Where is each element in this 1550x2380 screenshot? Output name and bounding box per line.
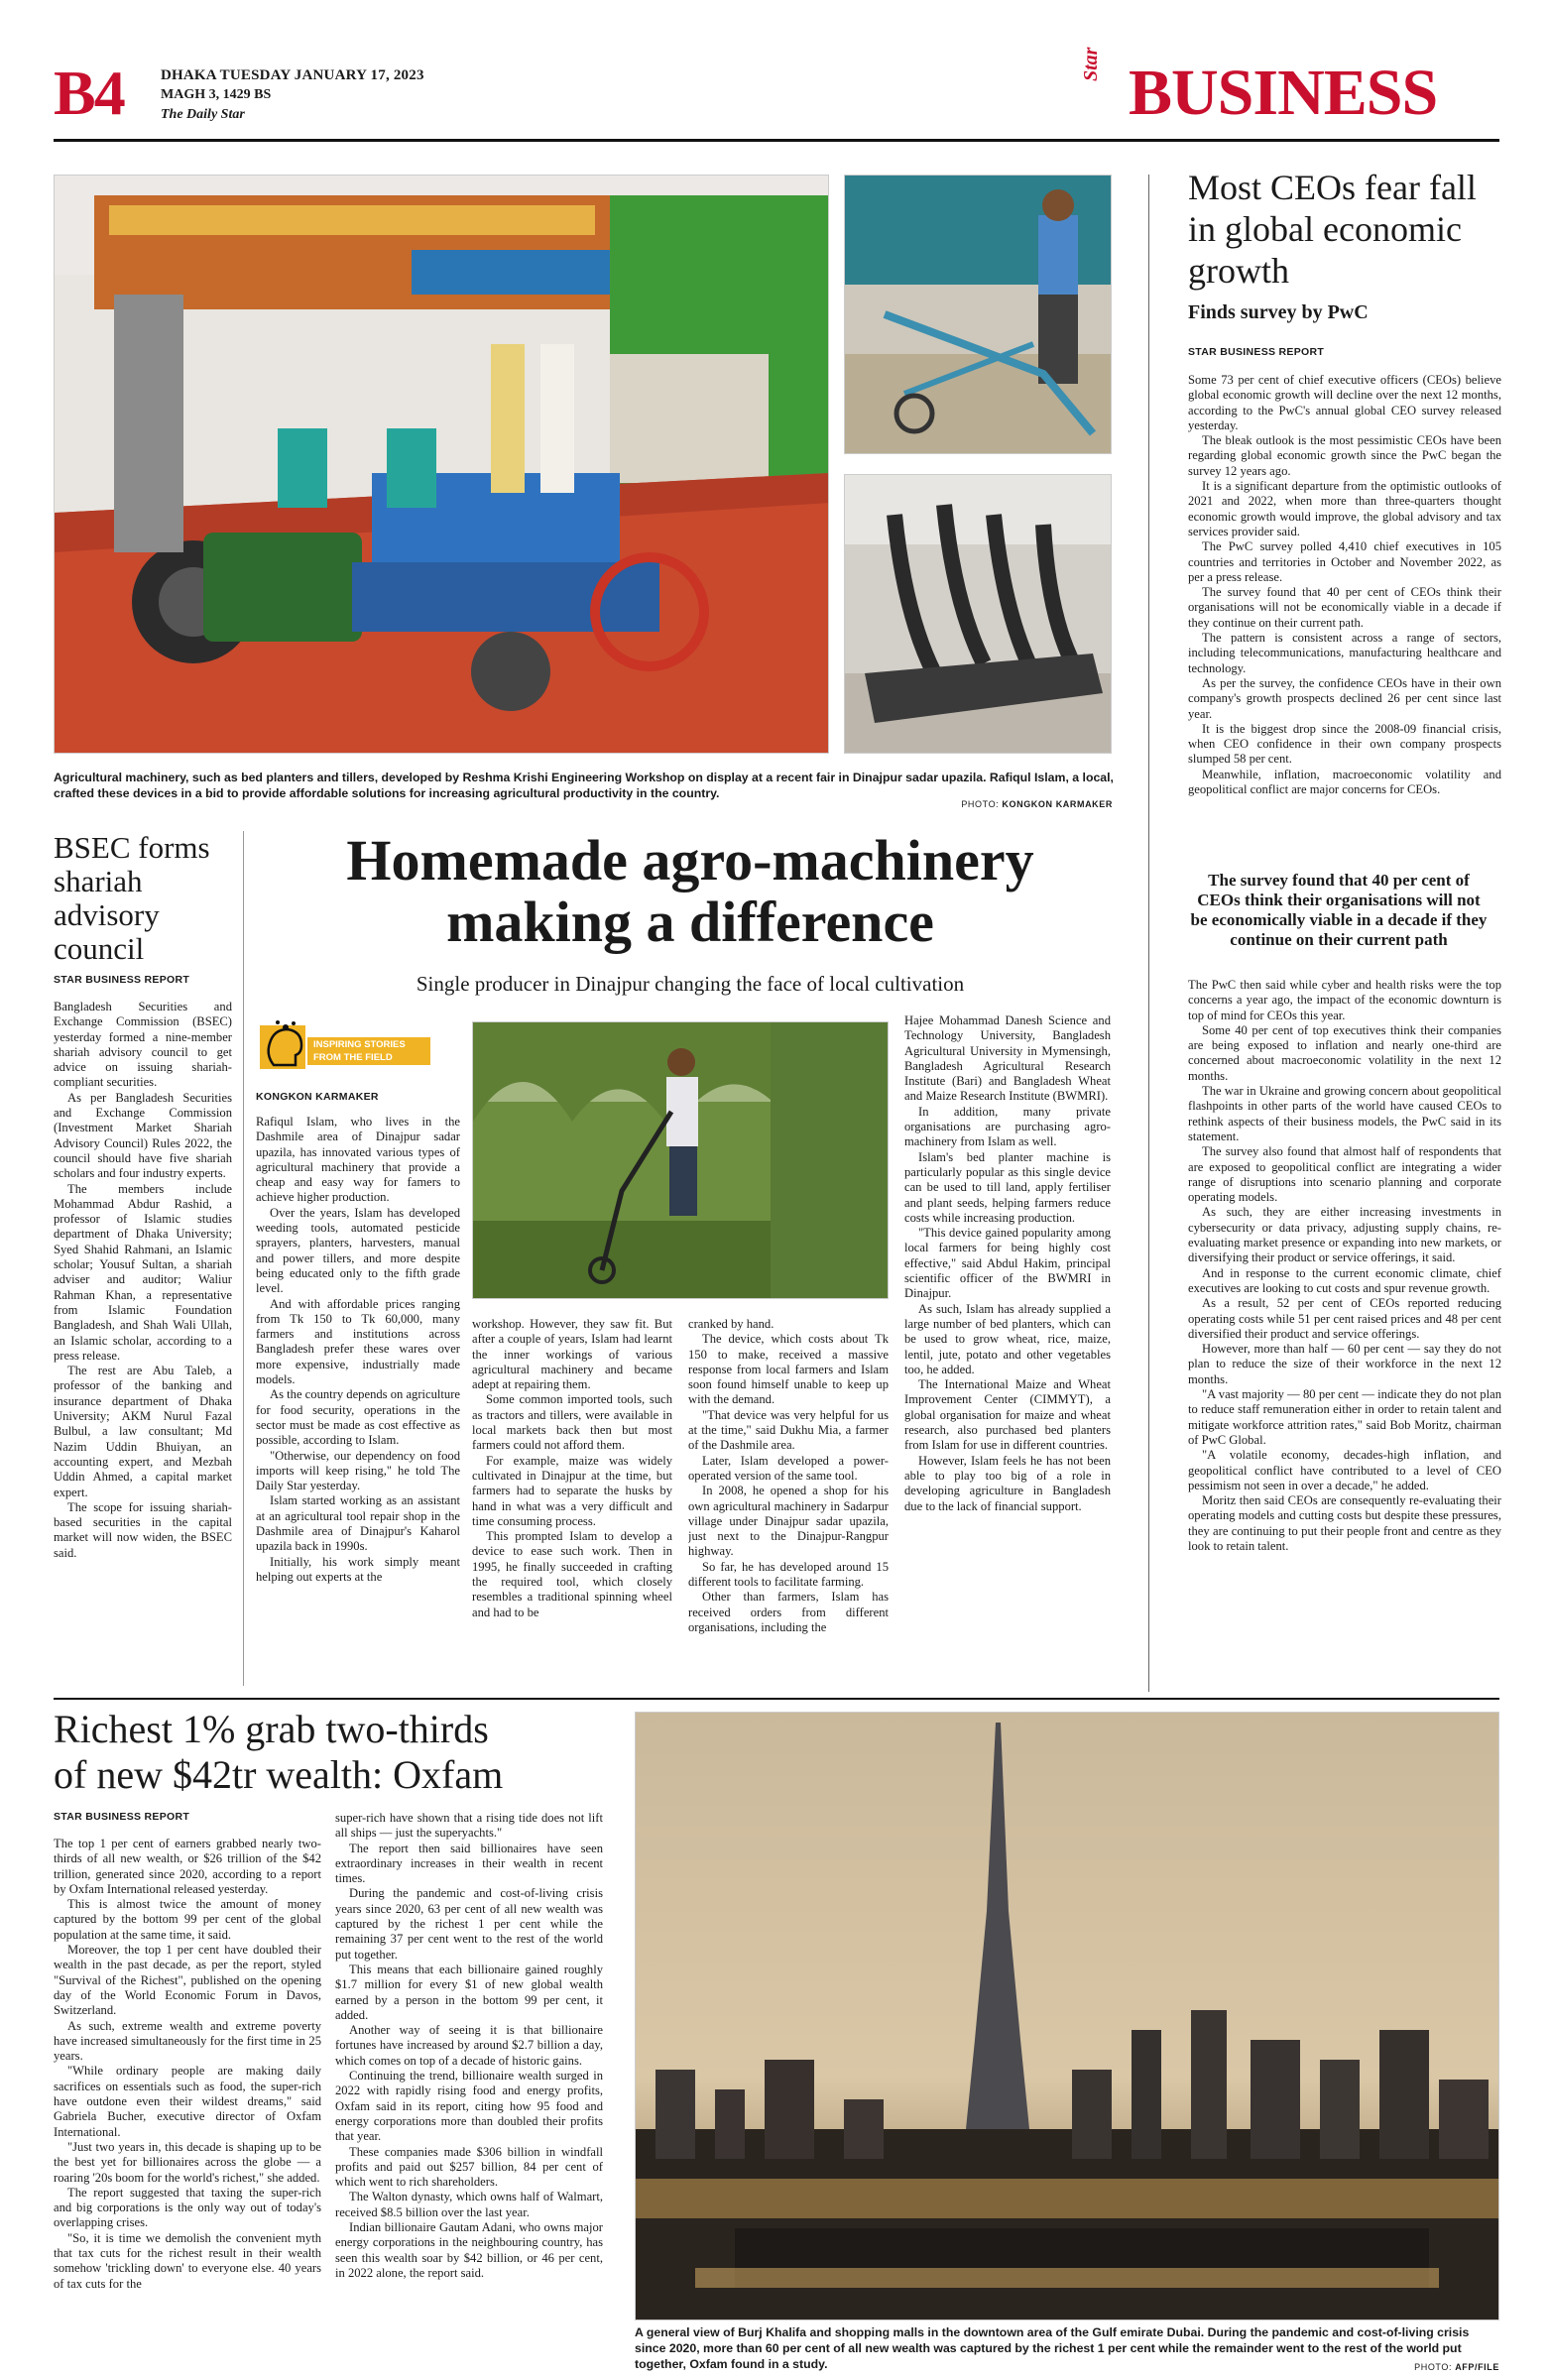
farmer-planter-photo bbox=[844, 175, 1112, 454]
bsec-byline: STAR BUSINESS REPORT bbox=[54, 974, 190, 986]
tag-line2: FROM THE FIELD bbox=[313, 1052, 393, 1063]
paragraph: The pattern is consistent across a range of sectors, including telecommunications, manufacturing healthcare and technology. bbox=[1188, 631, 1501, 675]
paragraph: In 2008, he opened a shop for his own agricultural machinery in Sadarpur village under Dinajpur sadar upazila, just next to the Dinajpur-Rangpur highway. bbox=[688, 1484, 889, 1559]
paragraph: It is a significant departure from the optimistic outlooks of 2021 and 2022, when more than three-quarters thought economic growth would improve, the global advisory and tax services provider said. bbox=[1188, 479, 1501, 538]
burj-photo-caption: A general view of Burj Khalifa and shopping malls in the downtown area of the Gulf emirate Dubai. During the pandemic and cost-of-living crisis since 2020, more than 60 per cent of all new wealth was captured by the richest 1 per cent while the remainder went to the rest of the world put together, Oxfam found in a study. bbox=[635, 2325, 1470, 2371]
tag-banner bbox=[307, 1037, 430, 1065]
paragraph: The device, which costs about Tk 150 to make, received a massive response from local farmers and Islam soon found himself unable to keep up with the demand. bbox=[688, 1332, 889, 1407]
credit-name: KONGKON KARMAKER bbox=[1002, 799, 1113, 809]
inspiring-stories-tag bbox=[256, 1015, 454, 1073]
agro-col2 bbox=[472, 1317, 672, 1686]
paragraph: Islam's bed planter machine is particularly popular as this single device can be used to till land, apply fertiliser and plant seeds, helping farmers reduce costs while increasing production. bbox=[904, 1149, 1111, 1225]
paragraph: Hajee Mohammad Danesh Science and Technology University, Bangladesh Agricultural University in Mymensingh, Bangladesh Agricultural Research Institute (Bari) and Bangladesh Wheat and Maize Research Institute (BWMRI). bbox=[904, 1013, 1111, 1104]
paragraph: The report suggested that taxing the super-rich and big corporations is the only way out of today's overlapping crises. bbox=[54, 2185, 321, 2230]
paragraph: As such, Islam has already supplied a large number of bed planters, which can be used to grow wheat, rice, maize, lentil, jute, potato and other vegetables too, he added. bbox=[904, 1301, 1111, 1376]
agro-subhead: Single producer in Dinajpur changing the face of local cultivation bbox=[416, 972, 965, 996]
paragraph: "A vast majority — 80 per cent — indicate they do not plan to reduce staff remuneration either in order to retain talent and mitigate workforce attrition rates," said Bob Moritz, chairman of PwC Global. bbox=[1188, 1387, 1501, 1447]
credit-name: AFP/FILE bbox=[1455, 2362, 1499, 2372]
paragraph: Over the years, Islam has developed weeding tools, automated pesticide sprayers, planters, harvesters, manual and power tillers, and more despite being educated only to the fifth grade level. bbox=[256, 1205, 460, 1296]
machinery-photo-credit bbox=[853, 799, 1113, 809]
paragraph: As a result, 52 per cent of CEOs reported reducing operating costs while 51 per cent raised prices and 48 per cent diversified their product and service offerings. bbox=[1188, 1296, 1501, 1341]
paragraph: Islam started working as an assistant at an agricultural tool repair shop in the Dashmile area of Dinajpur's Kaharol upazila back in 1990s. bbox=[256, 1493, 460, 1554]
paragraph: cranked by hand. bbox=[688, 1317, 775, 1331]
paragraph: "Just two years in, this decade is shaping up to be the best yet for billionaires across the globe — a roaring '20s boom for the world's richest," she added. bbox=[54, 2139, 321, 2185]
burj-photo-credit bbox=[1301, 2362, 1499, 2372]
paragraph: Initially, his work simply meant helping out experts at the bbox=[256, 1554, 460, 1584]
paragraph: "While ordinary people are making daily sacrifices on essentials such as food, the super-rich have outdone even their wildest dreams," said Gabriela Bucher, executive director of Oxfam International. bbox=[54, 2064, 321, 2139]
paragraph: It is the biggest drop since the 2008-09 financial crisis, when CEO confidence in their own company prospects slumped 58 per cent. bbox=[1188, 721, 1501, 767]
paragraph: The Walton dynasty, which owns half of Walmart, received $8.5 billion over the last year. bbox=[335, 2190, 603, 2219]
paragraph: "A volatile economy, decades-high inflation, and geopolitical conflict have contributed to a level of CEO pessimism not seen in over a decade," he added. bbox=[1188, 1448, 1501, 1492]
paragraph: "So, it is time we demolish the convenient myth that tax cuts for the richest result in their wealth somehow 'trickling down' to everyone else. 40 years of tax cuts for the bbox=[54, 2230, 321, 2291]
bsec-right-rule bbox=[243, 831, 244, 1686]
ceos-headline: Most CEOs fear fall in global economic growth bbox=[1188, 168, 1477, 291]
ceos-left-rule bbox=[1148, 175, 1149, 1692]
oxfam-col2 bbox=[335, 1811, 603, 2368]
paragraph: The International Maize and Wheat Improvement Center (CIMMYT), a global organisation for maize and wheat research, also purchased bed planters from Islam for use in different countries. bbox=[904, 1377, 1111, 1453]
bsec-body bbox=[54, 1000, 232, 1687]
machinery-photo-caption: Agricultural machinery, such as bed planters and tillers, developed by Reshma Krishi Engineering Workshop on display at a recent fair in Dinajpur sadar upazila. Rafiqul Islam, a local, crafted these devices in a bid to provide affordable solutions for increasing agricultural productivity in the country. bbox=[54, 771, 1114, 800]
paragraph: super-rich have shown that a rising tide does not lift all ships — just the superyachts." bbox=[335, 1811, 603, 1841]
paragraph: Moreover, the top 1 per cent have doubled their wealth in the past decade, as per the report, styled "Survival of the Richest", published on the opening day of the World Economic Forum in Davos, Switzerland. bbox=[54, 1943, 321, 2018]
credit-label: PHOTO: bbox=[961, 799, 1000, 809]
paragraph: In addition, many private organisations are purchasing agro-machinery from Islam as well. bbox=[904, 1104, 1111, 1149]
paragraph: And with affordable prices ranging from Tk 150 to Tk 60,000, many farmers and institutions across Bangladesh prefer these wares over more expensive, industrially made models. bbox=[256, 1296, 460, 1387]
mid-divider bbox=[54, 1698, 1499, 1700]
paragraph: Later, Islam developed a power-operated version of the same tool. bbox=[688, 1453, 889, 1483]
ceos-byline: STAR BUSINESS REPORT bbox=[1188, 346, 1325, 358]
paragraph: The war in Ukraine and growing concern about geopolitical flashpoints in other parts of the world have caused CEOs to rethink aspects of their business models, the PwC said in its statement. bbox=[1188, 1084, 1501, 1143]
plough-blades-photo bbox=[844, 474, 1112, 754]
paper-name-logo: The Daily Star bbox=[161, 107, 245, 122]
paragraph: Some 40 per cent of top executives think their companies are being exposed to inflation and nearly one-third are concerned about macroeconomic volatility in the next 12 months. bbox=[1188, 1022, 1501, 1083]
paragraph: This prompted Islam to develop a device to ease such work. Then in 1995, he finally succeeded in crafting the required tool, which closely resembles a traditional spinning wheel and had to be bbox=[472, 1529, 672, 1619]
dateline: DHAKA TUESDAY JANUARY 17, 2023 bbox=[161, 67, 424, 83]
brain-head-icon bbox=[256, 1015, 315, 1073]
page-number: B4 bbox=[54, 58, 124, 128]
paragraph: These companies made $306 billion in windfall profits and paid out $257 billion, 84 per cent of which went to rich shareholders. bbox=[335, 2144, 603, 2190]
paragraph: The top 1 per cent of earners grabbed nearly two-thirds of all new wealth, or $26 trillion of the $42 trillion, generated since 2020, according to a report by Oxfam International released yesterday. bbox=[54, 1837, 321, 1896]
paragraph: The survey also found that almost half of respondents that are exposed to geopolitical conflict are integrating a wider range of disruptions into scenario planning and corporate operating models. bbox=[1188, 1144, 1501, 1205]
paragraph: Meanwhile, inflation, macroeconomic volatility and geopolitical conflict are major concerns for CEOs. bbox=[1188, 767, 1501, 797]
paragraph: "Otherwise, our dependency on food imports will keep rising," he told The Daily Star yesterday. bbox=[256, 1448, 460, 1493]
paragraph: And in response to the current economic climate, chief executives are looking to cut costs and spur revenue growth. bbox=[1188, 1265, 1501, 1295]
paragraph: However, more than half — 60 per cent — say they do not plan to reduce the size of their workforce in the next 12 months. bbox=[1188, 1342, 1501, 1386]
oxfam-headline-line2: of new $42tr wealth: Oxfam bbox=[54, 1752, 504, 1797]
paragraph: "That device was very helpful for us at the time," said Dukhu Mia, a farmer of the Dashmile area. bbox=[688, 1407, 889, 1453]
paragraph: Rafiqul Islam, who lives in the Dashmile area of Dinajpur sadar upazila, has innovated various types of agricultural machinery that provide a cheap and easy way for famers to achieve higher production. bbox=[256, 1115, 460, 1205]
paragraph: This is almost twice the amount of money captured by the bottom 99 per cent of the global population at the same time, it said. bbox=[54, 1897, 321, 1942]
paragraph: However, Islam feels he has not been able to play too big of a role in developing agriculture in Bangladesh due to the lack of financial support. bbox=[904, 1453, 1111, 1513]
paragraph: As such, extreme wealth and extreme poverty have increased simultaneously for the first time in 25 years. bbox=[54, 2018, 321, 2064]
agro-col4 bbox=[904, 1013, 1111, 1686]
section-title: BUSINESS bbox=[1129, 57, 1438, 129]
paragraph: The bleak outlook is the most pessimistic CEOs have been regarding global economic growth since the PwC began the survey 12 years ago. bbox=[1188, 433, 1501, 478]
bangla-date: MAGH 3, 1429 BS bbox=[161, 87, 272, 102]
ceos-subhead: Finds survey by PwC bbox=[1188, 301, 1369, 323]
ceos-body-a bbox=[1188, 373, 1501, 855]
paragraph: During the pandemic and cost-of-living crisis years since 2020, 63 per cent of all new wealth was captured by the richest 1 per cent while the remaining 37 per cent went to the rest of the world put together. bbox=[335, 1886, 603, 1962]
oxfam-byline: STAR BUSINESS REPORT bbox=[54, 1811, 190, 1823]
masthead-rule bbox=[54, 139, 1499, 142]
paragraph: This means that each billionaire gained roughly $1.7 million for every $1 of new global wealth earned by a person in the bottom 99 per cent, it added. bbox=[335, 1962, 603, 2022]
tag-line1: INSPIRING STORIES bbox=[313, 1039, 406, 1050]
paragraph: The members include Mohammad Abdur Rashid, a professor of Islamic studies department of Dhaka University; Syed Shahid Rahmani, an Islamic scholar; Yousuf Sultan, a shariah adviser and auditor; Waliur Rahman Khan, a representative from Islamic Foundation Bangladesh, and Shah Wali Ullah, an Islamic scholar, according to a press release. bbox=[54, 1181, 232, 1363]
paragraph: Some 73 per cent of chief executive officers (CEOs) believe global economic growth will decline over the next 12 months, according to the PwC's annual global CEO survey released yesterday. bbox=[1188, 373, 1501, 432]
paragraph: For example, maize was widely cultivated in Dinajpur at the time, but farmers had to separate the husks by hand in what was a very difficult and time consuming process. bbox=[472, 1453, 672, 1528]
credit-label: PHOTO: bbox=[1414, 2362, 1453, 2372]
paragraph: The PwC then said while cyber and health risks were the top concerns a year ago, the impact of the economic downturn is top of mind for CEOs this year. bbox=[1188, 978, 1501, 1022]
paragraph: As the country depends on agriculture for food security, operations in the sector must be made as cost effective as possible, according to Islam. bbox=[256, 1387, 460, 1448]
ceos-pull-quote: The survey found that 40 per cent of CEOs think their organisations will not be economically viable in a decade if they continue on their current path bbox=[1190, 871, 1488, 949]
paragraph: The scope for issuing shariah-based securities in the capital market will now widen, the BSEC said. bbox=[54, 1499, 232, 1560]
agro-col3 bbox=[688, 1317, 889, 1686]
paragraph: "This device gained popularity among local farmers for being highly cost effective," said Abdul Hakim, principal scientific officer of the BWMRI in Dinajpur. bbox=[904, 1226, 1111, 1301]
burj-khalifa-photo bbox=[635, 1712, 1499, 2320]
paragraph: workshop. However, they saw fit. But after a couple of years, Islam had learnt the inner workings of various agricultural machinery and became adept at repairing them. bbox=[472, 1317, 672, 1392]
agro-col1 bbox=[256, 1115, 460, 1686]
star-logo: Star bbox=[1080, 47, 1102, 81]
agro-headline-line1: Homemade agro-machinery bbox=[346, 828, 1034, 892]
paragraph: As such, they are either increasing investments in cybersecurity or data privacy, adjusting supply chains, re-evaluating market presence or expanding into new markets, or diversifying their product or service offerings, it said. bbox=[1188, 1205, 1501, 1265]
paragraph: The survey found that 40 per cent of CEOs think their organisations will not be economically viable in a decade if they continue on their current path. bbox=[1188, 585, 1501, 630]
paragraph: Other than farmers, Islam has received orders from different organisations, including the bbox=[688, 1590, 889, 1634]
machinery-photo bbox=[54, 175, 829, 754]
paragraph: Moritz then said CEOs are consequently re-evaluating their operating models and cutting costs but despite these pressures, they are continuing to put their people front and centre as they look to retain talent. bbox=[1188, 1493, 1501, 1553]
paragraph: Bangladesh Securities and Exchange Commission (BSEC) yesterday formed a nine-member shariah advisory council to get advice on issuing shariah-compliant securities. bbox=[54, 1000, 232, 1090]
ceos-body-b bbox=[1188, 978, 1501, 1686]
bsec-headline: BSEC forms shariah advisory council bbox=[54, 830, 210, 966]
paragraph: The rest are Abu Taleb, a professor of the banking and insurance department of Dhaka University; AKM Nurul Fazal Bulbul, a law consultant; Md Nazim Uddin Bhuiyan, an accounting expert, and Mezbah Uddin Ahmed, a capital market expert. bbox=[54, 1364, 232, 1499]
paragraph: As per Bangladesh Securities and Exchange Commission (Investment Market Shariah Advisory Council) Rules 2022, the council should have five shariah scholars and four industry experts. bbox=[54, 1090, 232, 1181]
oxfam-headline-line1: Richest 1% grab two-thirds bbox=[54, 1707, 489, 1751]
paragraph: The PwC survey polled 4,410 chief executives in 105 countries and territories in October and November 2022, as per a press release. bbox=[1188, 539, 1501, 584]
paragraph: As per the survey, the confidence CEOs have in their own company's growth prospects declined 26 per cent since last year. bbox=[1188, 675, 1501, 721]
paragraph: Indian billionaire Gautam Adani, who owns major energy corporations in the neighbouring country, has seen this wealth soar by $42 billion, or 46 per cent, in 2022 alone, the report said. bbox=[335, 2220, 603, 2280]
paragraph: The report then said billionaires have seen extraordinary increases in their wealth in recent times. bbox=[335, 1841, 603, 1886]
farmer-weeder-photo bbox=[472, 1021, 889, 1299]
agro-byline: KONGKON KARMAKER bbox=[256, 1091, 379, 1103]
paragraph: Some common imported tools, such as tractors and tillers, were available in local markets back then but most farmers could not afford them. bbox=[472, 1392, 672, 1453]
paragraph: Another way of seeing it is that billionaire fortunes have increased by around $2.7 billion a day, which comes on top of a decade of historic gains. bbox=[335, 2023, 603, 2068]
oxfam-col1 bbox=[54, 1837, 321, 2368]
agro-headline-line2: making a difference bbox=[446, 890, 934, 954]
paragraph: Continuing the trend, billionaire wealth surged in 2022 with rapidly rising food and energy profits, Oxfam said in its report, citing how 95 food and energy corporations more than doubled their profits that year. bbox=[335, 2069, 603, 2144]
paragraph: So far, he has developed around 15 different tools to facilitate farming. bbox=[688, 1559, 889, 1590]
